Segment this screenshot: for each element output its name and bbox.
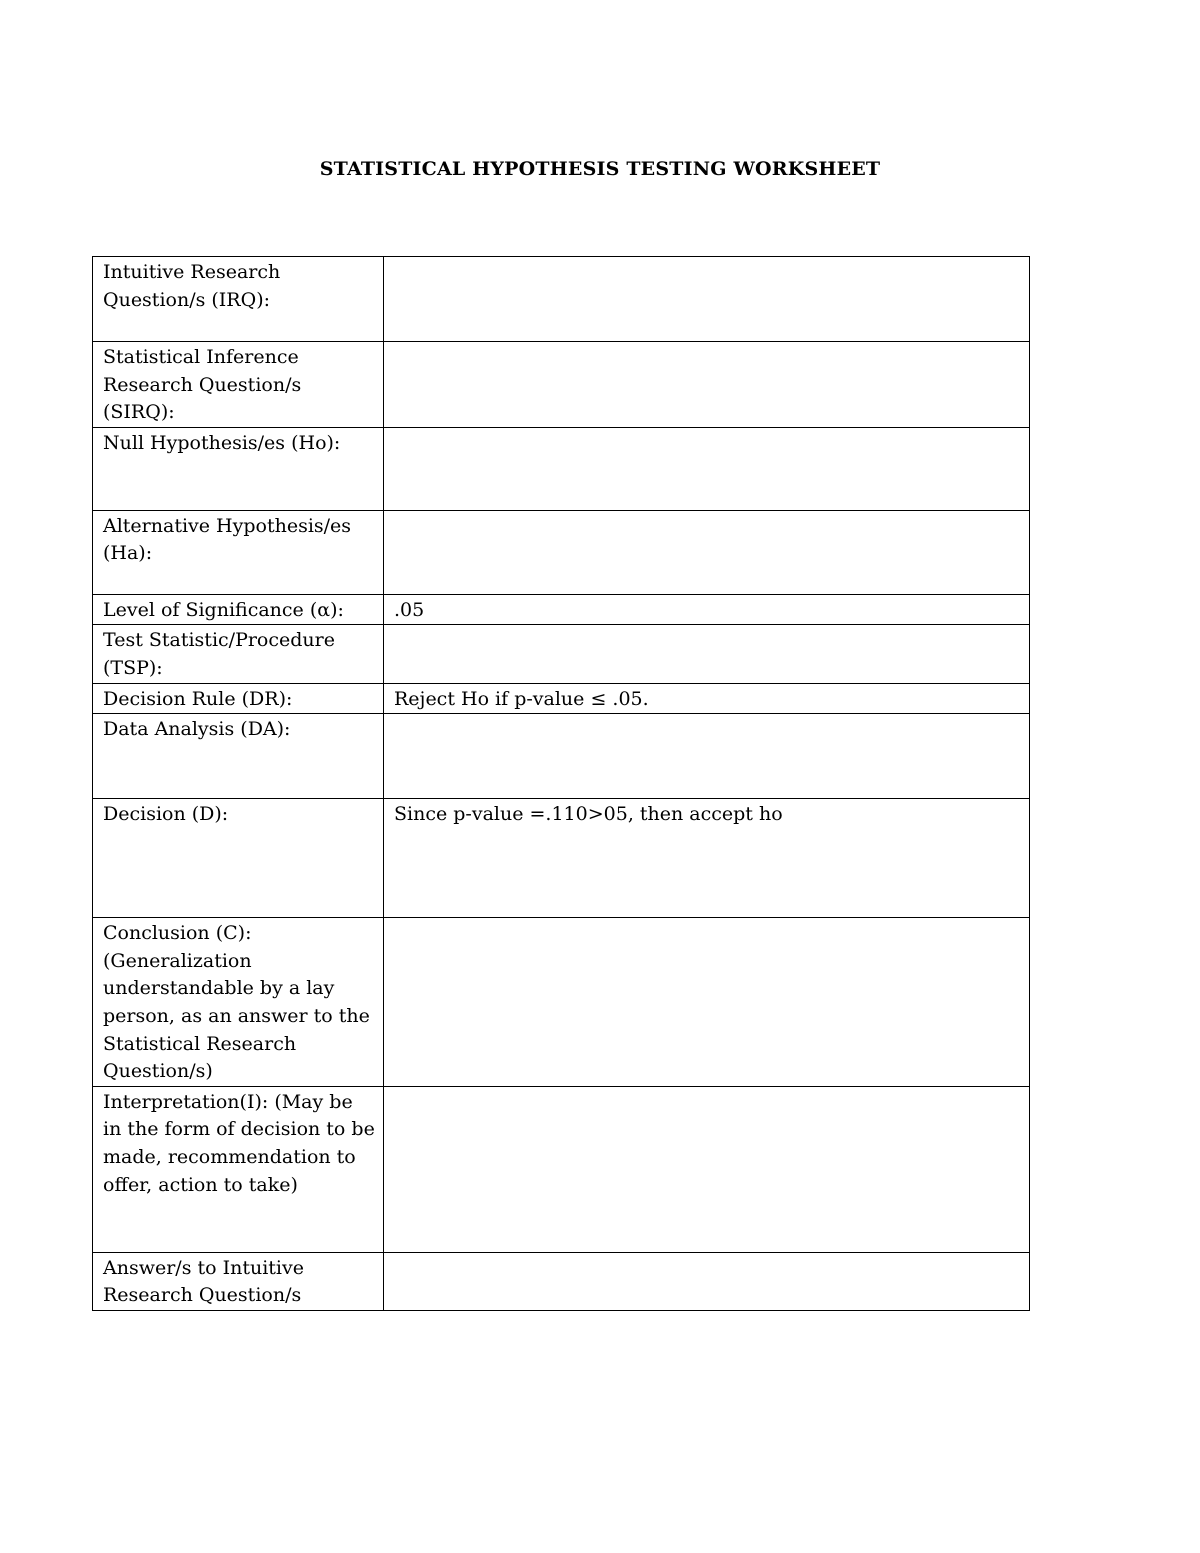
- table-row-data-analysis: [93, 714, 1030, 799]
- row-label-sirq: Statistical Inference Research Question/s (SIRQ):: [93, 342, 384, 428]
- page-title: STATISTICAL HYPOTHESIS TESTING WORKSHEET: [319, 158, 881, 180]
- table-row-sirq: [93, 342, 1030, 428]
- table-row-irq: [93, 257, 1030, 342]
- row-label-decision: Decision (D):: [93, 799, 384, 918]
- row-label-answers: Answer/s to Intuitive Research Question/s: [93, 1252, 384, 1310]
- row-label-decision-rule: Decision Rule (DR):: [93, 683, 384, 714]
- row-value-data-analysis[interactable]: [384, 714, 1030, 799]
- worksheet-table: [92, 256, 1030, 1311]
- row-label-alternative-hypothesis: Alternative Hypothesis/es (Ha):: [93, 510, 384, 594]
- row-value-alternative-hypothesis[interactable]: [384, 510, 1030, 594]
- row-value-significance[interactable]: .05: [384, 594, 1030, 625]
- row-label-test-statistic: Test Statistic/Procedure (TSP):: [93, 625, 384, 683]
- table-row-answers: [93, 1252, 1030, 1310]
- table-row-alternative-hypothesis: [93, 510, 1030, 594]
- row-value-conclusion[interactable]: [384, 918, 1030, 1087]
- row-value-decision[interactable]: Since p-value =.110>05, then accept ho: [384, 799, 1030, 918]
- row-value-test-statistic[interactable]: [384, 625, 1030, 683]
- table-row-test-statistic: [93, 625, 1030, 683]
- table-row-decision: [93, 799, 1030, 918]
- table-row-conclusion: [93, 918, 1030, 1087]
- row-label-irq: Intuitive Research Question/s (IRQ):: [93, 257, 384, 342]
- table-row-decision-rule: [93, 683, 1030, 714]
- row-value-null-hypothesis[interactable]: [384, 427, 1030, 510]
- row-label-null-hypothesis: Null Hypothesis/es (Ho):: [93, 427, 384, 510]
- row-value-irq[interactable]: [384, 257, 1030, 342]
- table-row-interpretation: [93, 1086, 1030, 1252]
- row-value-sirq[interactable]: [384, 342, 1030, 428]
- row-label-significance: Level of Significance (α):: [93, 594, 384, 625]
- row-label-conclusion: Conclusion (C): (Generalization understandable by a lay person, as an answer to the Statistical Research Question/s): [93, 918, 384, 1087]
- row-value-interpretation[interactable]: [384, 1086, 1030, 1252]
- row-label-data-analysis: Data Analysis (DA):: [93, 714, 384, 799]
- table-row-null-hypothesis: [93, 427, 1030, 510]
- row-value-answers[interactable]: [384, 1252, 1030, 1310]
- table-row-significance: [93, 594, 1030, 625]
- row-value-decision-rule[interactable]: Reject Ho if p-value ≤ .05.: [384, 683, 1030, 714]
- row-label-interpretation: Interpretation(I): (May be in the form of decision to be made, recommendation to offer, action to take): [93, 1086, 384, 1252]
